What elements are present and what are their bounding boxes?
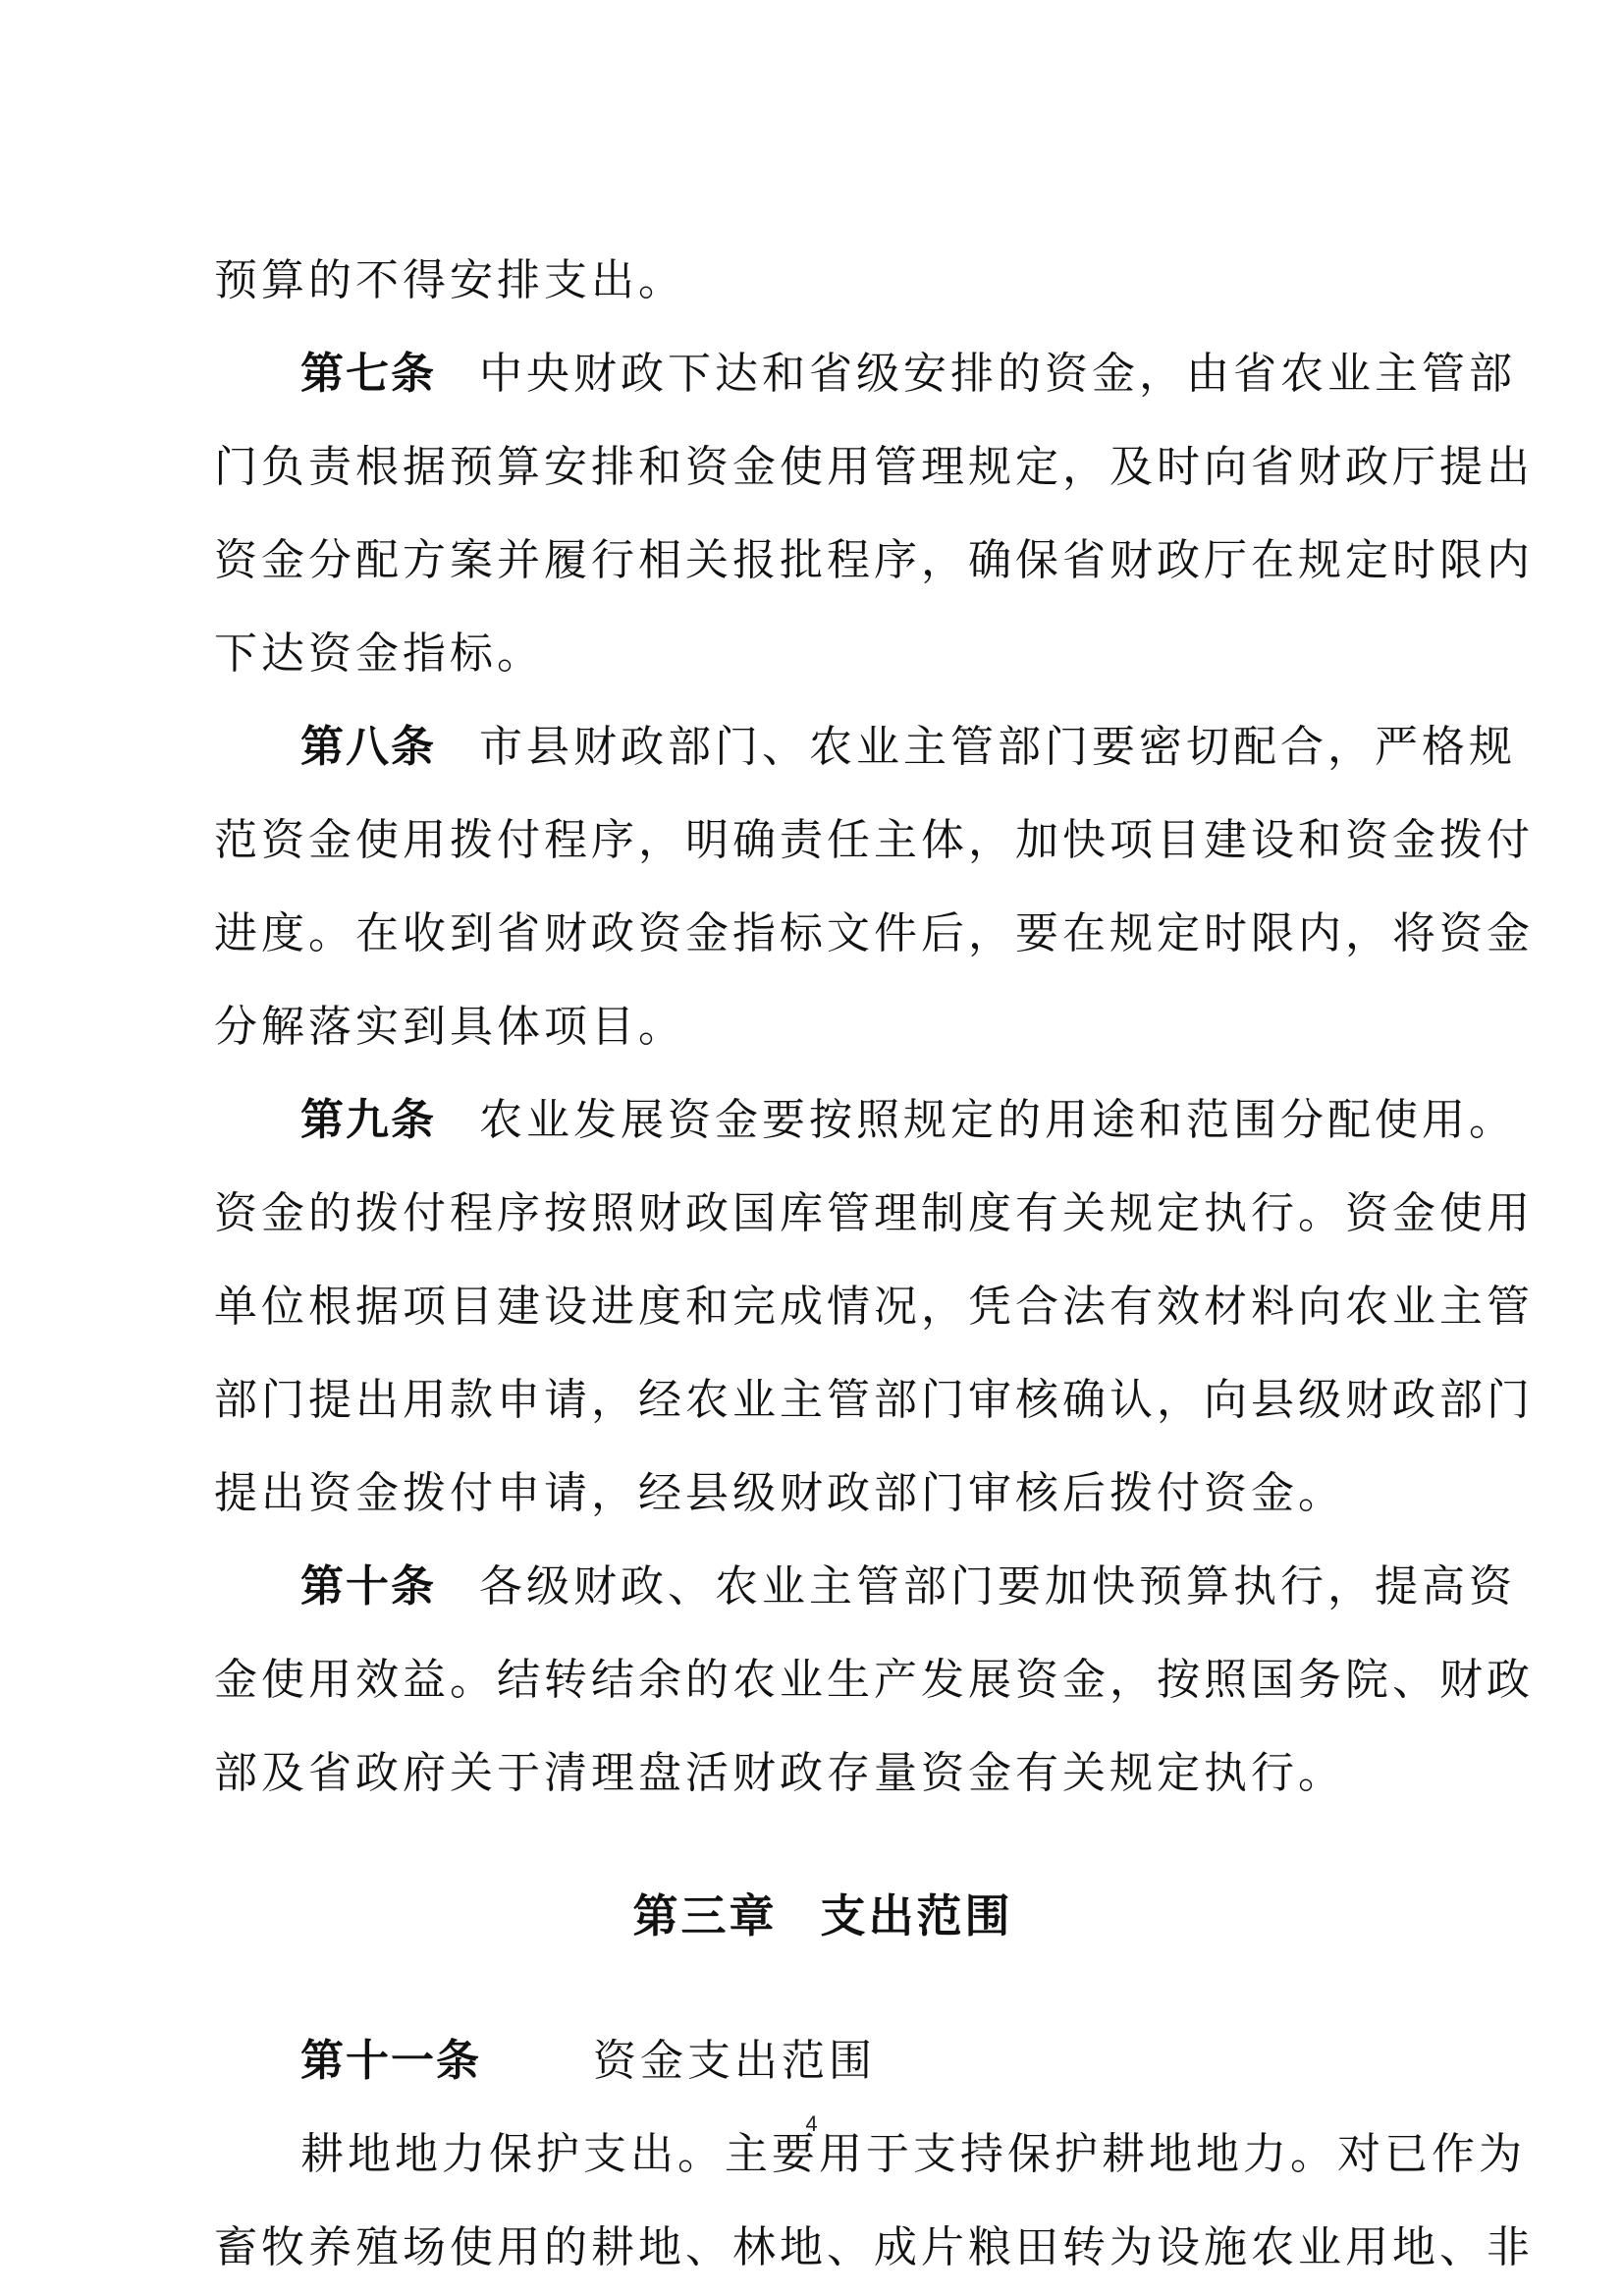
article-text: 各级财政、农业主管部门要加快预算执行，提高资 <box>479 1561 1516 1612</box>
paragraph-line: 进度。在收到省财政资金指标文件后，要在规定时限内，将资金 <box>214 908 1534 958</box>
article-text: 中央财政下达和省级安排的资金，由省农业主管部 <box>479 349 1516 399</box>
paragraph-line: 资金分配方案并履行相关报批程序，确保省财政厅在规定时限内 <box>214 535 1534 585</box>
article-label: 第十一条 <box>300 2036 481 2086</box>
paragraph-line: 单位根据项目建设进度和完成情况，凭合法有效材料向农业主管 <box>214 1282 1534 1332</box>
article-label: 第九条 <box>300 1095 436 1145</box>
article-11-line <box>214 2014 1432 2107</box>
article-text: 资金支出范围 <box>593 2036 876 2086</box>
paragraph-line: 金使用效益。结转结余的农业生产发展资金，按照国务院、财政 <box>214 1655 1534 1705</box>
paragraph-line: 范资金使用拨付程序，明确责任主体，加快项目建设和资金拨付 <box>214 815 1534 865</box>
paragraph-line: 部及省政府关于清理盘活财政存量资金有关规定执行。 <box>214 1748 1345 1798</box>
article-8-line <box>214 700 1516 793</box>
paragraph-line: 预算的不得安排支出。 <box>214 255 685 305</box>
paragraph-line: 分解落实到具体项目。 <box>214 1002 685 1052</box>
article-label: 第七条 <box>300 349 436 399</box>
article-label: 第十条 <box>300 1561 436 1612</box>
chapter-number: 第三章 <box>632 1889 778 1942</box>
chapter-heading <box>214 1857 1432 1975</box>
paragraph-line: 下达资金指标。 <box>214 629 544 679</box>
article-text: 农业发展资金要按照规定的用途和范围分配使用。 <box>479 1095 1516 1145</box>
document-body <box>214 234 1534 2294</box>
article-7-line <box>214 327 1516 420</box>
article-label: 第八条 <box>300 722 436 772</box>
article-9-line <box>214 1073 1516 1167</box>
paragraph-line: 畜牧养殖场使用的耕地、林地、成片粮田转为设施农业用地、非 <box>214 2222 1534 2272</box>
article-text: 市县财政部门、农业主管部门要密切配合，严格规 <box>479 722 1516 772</box>
paragraph-line: 门负责根据预算安排和资金使用管理规定，及时向省财政厅提出 <box>214 442 1534 492</box>
article-10-line <box>214 1540 1516 1633</box>
paragraph-line: 耕地地力保护支出。主要用于支持保护耕地地力。对已作为 <box>300 2129 1526 2179</box>
paragraph-line: 部门提出用款申请，经农业主管部门审核确认，向县级财政部门 <box>214 1375 1534 1425</box>
paragraph-line: 资金的拨付程序按照财政国库管理制度有关规定执行。资金使用 <box>214 1188 1534 1238</box>
paragraph-line: 提出资金拨付申请，经县级财政部门审核后拨付资金。 <box>214 1468 1345 1518</box>
page-number: 4 <box>805 2111 818 2136</box>
chapter-title: 支出范围 <box>820 1889 1013 1942</box>
